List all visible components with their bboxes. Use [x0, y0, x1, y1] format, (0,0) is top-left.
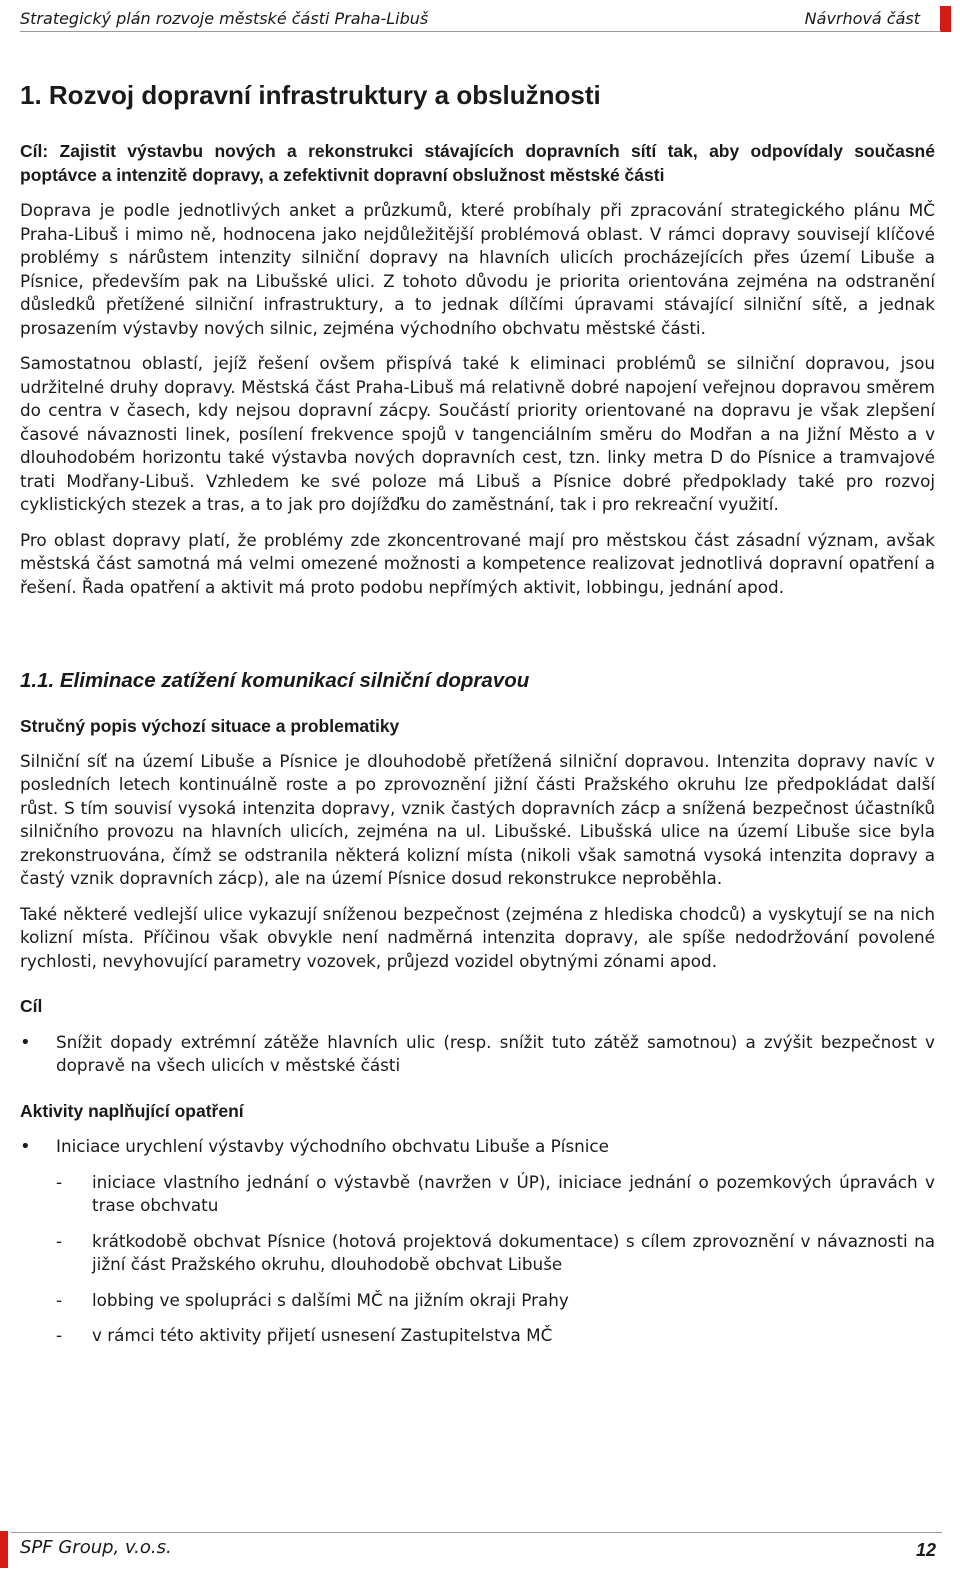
page-number: 12: [915, 1540, 936, 1560]
intro-paragraph: Samostatnou oblastí, jejíž řešení ovšem přispívá také k eliminaci problémů se silniční dopravou, jsou udržitelné druhy dopravy. Městská část Praha-Libuš má relativně dobré napojení veřejnou dopravou směrem do centra v časech, kdy nejsou dopravní zácpy. Součástí priority orientované na dopravu je však zlepšení časové návaznosti linek, posílení frekvence spojů v tangenciálním směru do Modřan a na Jižní Město a v dlouhodobém horizontu také výstavba nových dopravních cest, tzn. linky metra D do Písnice a tramvajové trati Modřany-Libuš. Vzhledem ke své poloze má Libuš a Písnice dobré předpoklady také pro rozvoj cyklistických stezek a tras, a to jak pro dojížďku do zaměstnání, tak i pro rekreační využití.: [20, 353, 935, 514]
goal-list: [20, 1031, 935, 1078]
goal-item: • Snížit dopady extrémní zátěže hlavních ulic (resp. snížit tuto zátěž samotnou) a zvýšit bezpečnost v dopravě na všech ulicích v městské části: [20, 1031, 935, 1078]
header-section-name: Návrhová část: [804, 9, 920, 28]
intro-paragraph: Doprava je podle jednotlivých anket a průzkumů, které probíhaly při zpracování strategického plánu MČ Praha-Libuš i mimo ně, hodnocena jako nejdůležitější problémová oblast. V rámci dopravy souvisejí klíčové problémy s nárůstem intenzity silniční dopravy na hlavních ulicích procházejících přes území Libuše a Písnice, především pak na Libušské ulici. Z tohoto důvodu je priorita orientována zejména na odstranění důsledků přetížené silniční infrastruktury, a to jednak dílčími úpravami stávající silniční sítě, a jednak prosazením výstavby nových silnic, zejména východního obchvatu městské části.: [20, 200, 935, 338]
activity-item: [20, 1135, 935, 1159]
footer-divider: [11, 1532, 942, 1533]
subchapter-heading: 1.1. Eliminace zatížení komunikací silniční dopravou: [20, 669, 530, 692]
footer-accent-bar: [0, 1531, 8, 1568]
activities-heading: Aktivity naplňující opatření: [20, 1100, 244, 1121]
header-document-title: Strategický plán rozvoje městské části Praha-Libuš: [20, 9, 429, 28]
situation-paragraph: Také některé vedlejší ulice vykazují sníženou bezpečnost (zejména z hlediska chodců) a vyskytují se na nich kolizní místa. Příčinou však obvykle není nadměrná intenzita dopravy, ale spíše nedodržování povolené rychlosti, nevyhovující parametry vozovek, průjezd vozidel obytnými zónami apod.: [20, 903, 935, 971]
situation-paragraph: Silniční síť na území Libuše a Písnice je dlouhodobě přetížená silniční dopravou. Intenzita dopravy navíc v posledních letech kontinuálně roste a po zprovoznění jižní části Pražského okruhu lze předpokládat další růst. S tím souvisí vysoká intenzita dopravy, vznik častých dopravních zácp a snížená bezpečnost účastníků silničního provozu na hlavních ulicích, zejména na ul. Libušské. Libušská ulice na území Libuše sice byla zrekonstruována, čímž se odstranila některá kolizní místa (nikoli však samotná vysoká intenzita dopravy a častý vznik dopravních zácp), ale na území Písnice dosud rekonstrukce neproběhla.: [20, 750, 935, 888]
chapter-goal: Cíl: Zajistit výstavbu nových a rekonstrukci stávajících dopravních sítí tak, aby odpovídaly současné poptávce a intenzitě dopravy, a zefektivnit dopravní obslužnost městské části: [20, 141, 935, 185]
activity-subitem: - lobbing ve spolupráci s dalšími MČ na jižním okraji Prahy: [20, 1289, 935, 1313]
activity-subitem: - iniciace vlastního jednání o výstavbě (navržen v ÚP), iniciace jednání o pozemkových úpravách v trase obchvatu: [20, 1171, 935, 1218]
page-content: [20, 78, 935, 1348]
header-divider: [20, 31, 941, 32]
page-header: [20, 6, 936, 28]
intro-paragraph: Pro oblast dopravy platí, že problémy zde zkoncentrované mají pro městskou část zásadní význam, avšak městská část samotná má velmi omezené možnosti a kompetence realizovat jednotlivá dopravní opatření a řešení. Řada opatření a aktivit má proto podobu nepřímých aktivit, lobbingu, jednání apod.: [20, 529, 935, 597]
activity-subitems: [20, 1171, 935, 1348]
goal-heading: Cíl: [20, 996, 43, 1016]
activities-list: [20, 1135, 935, 1159]
footer-company: SPF Group, v.o.s.: [20, 1537, 172, 1558]
situation-heading: Stručný popis výchozí situace a problematiky: [20, 716, 400, 736]
chapter-heading: 1. Rozvoj dopravní infrastruktury a obslužnosti: [20, 80, 601, 110]
activity-subitem: - krátkodobě obchvat Písnice (hotová projektová dokumentace) s cílem zprovoznění v návaznosti na jižní část Pražského okruhu, dlouhodobě obchvat Libuše: [20, 1230, 935, 1277]
activity-item-text: Iniciace urychlení výstavby východního obchvatu Libuše a Písnice: [56, 1136, 609, 1156]
header-accent-bar: [940, 6, 951, 32]
activity-subitem: - v rámci této aktivity přijetí usnesení Zastupitelstva MČ: [20, 1324, 935, 1348]
